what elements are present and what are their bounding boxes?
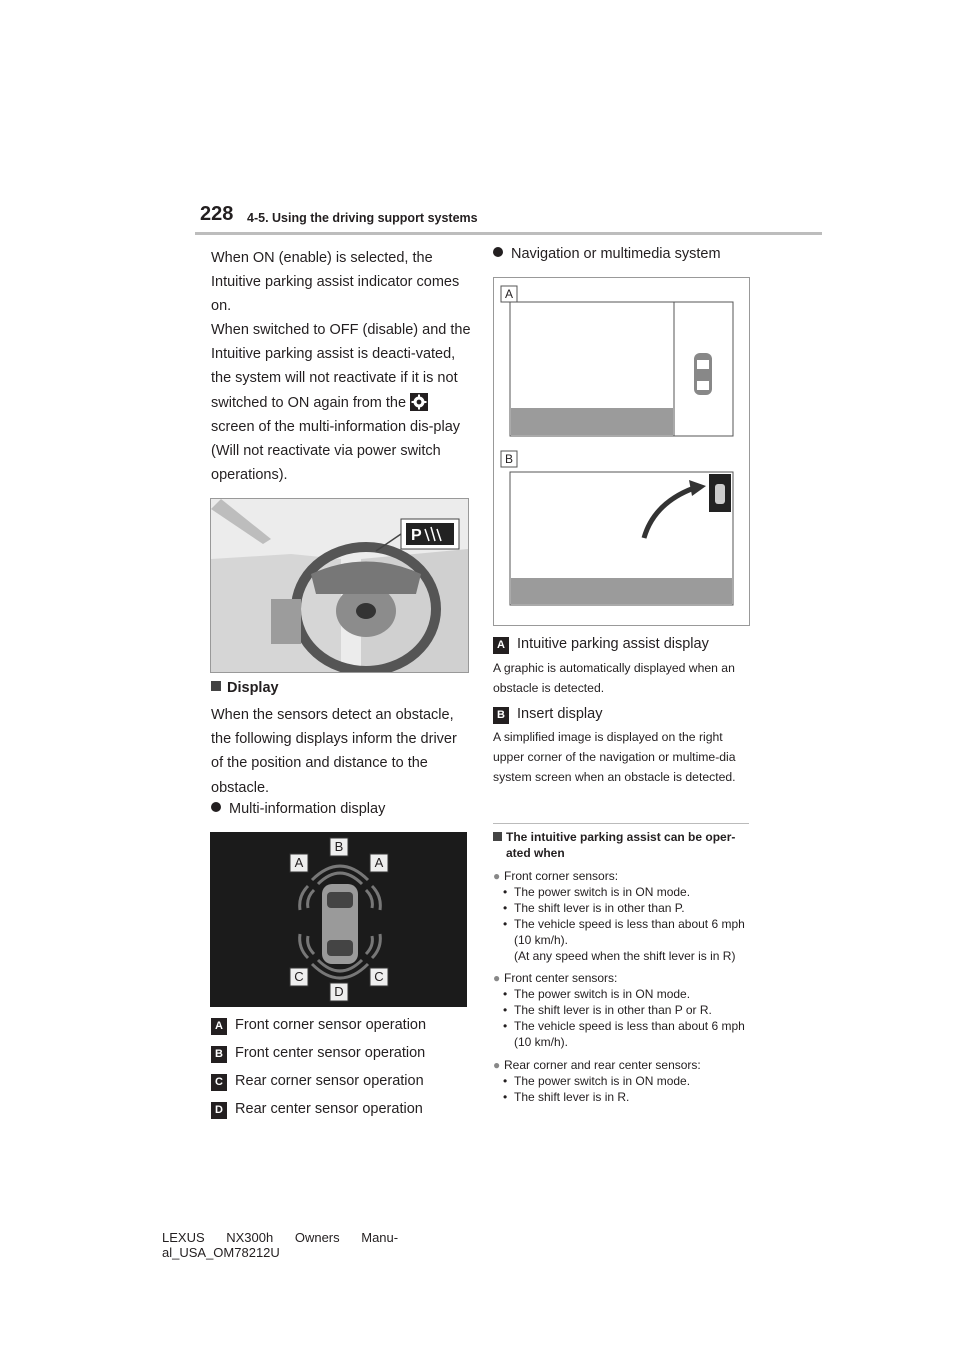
display-heading: Display (211, 676, 471, 700)
dashboard-figure (210, 498, 469, 673)
bullet-icon: ● (493, 971, 501, 985)
label-a-right: A (374, 855, 384, 870)
multi-info-bullet: Multi-information display (211, 797, 471, 821)
note-rear: ● Rear corner and rear center sensors: • The power switch is in ON mode. • The shift lever is in R. (493, 1058, 701, 1104)
footer-line-1: LEXUS NX300h Owners Manu- (162, 1230, 399, 1245)
navigation-figure (493, 277, 750, 626)
bullet-icon: ● (493, 1058, 501, 1072)
nav-bullet: Navigation or multimedia system (493, 242, 753, 266)
note-heading: The intuitive parking assist can be oper-ated when (493, 829, 749, 861)
badge-b: B (493, 707, 509, 724)
legend-item-b: B Front center sensor operation (211, 1041, 471, 1065)
heading-square-icon (211, 681, 221, 691)
item-a-description: A graphic is automatically displayed when an obstacle is detected. (493, 661, 735, 695)
page-number: 228 (200, 203, 234, 225)
bullet-icon: ● (493, 869, 501, 883)
note-rule (493, 823, 749, 824)
badge-c: C (211, 1074, 227, 1091)
intro-p2-text-a: When switched to OFF (disable) and the Intuitive parking assist is deacti-vated, the system will not reactivate if it is not switched to ON again from the (211, 322, 471, 411)
item-b-title: B Insert display (493, 702, 753, 726)
item-a-title: A Intuitive parking assist display (493, 632, 753, 656)
legend-item-a: A Front corner sensor operation (211, 1013, 471, 1037)
section-title: 4-5. Using the driving support systems (247, 211, 478, 225)
svg-text:P: P (411, 527, 422, 544)
note-front-corner: ● Front corner sensors: • The power switch is in ON mode. • The shift lever is in other than P. • The vehicle speed is less than about 6 mph (10 km/h). (At any speed when the shift lever is in R) (493, 869, 745, 963)
badge-d: D (211, 1102, 227, 1119)
label-d: D (334, 984, 344, 999)
badge-a: A (493, 637, 509, 654)
intro-paragraph-1: When ON (enable) is selected, the Intuitive parking assist indicator comes on. (211, 250, 460, 315)
bullet-icon (493, 247, 503, 257)
badge-b: B (211, 1046, 227, 1063)
label-c-right: C (374, 969, 384, 984)
label-b: B (334, 839, 344, 854)
bullet-icon (211, 802, 221, 812)
legend-item-d: D Rear center sensor operation (211, 1097, 471, 1121)
display-description: When the sensors detect an obstacle, the following displays inform the driver of the position and distance to the obstacle. (211, 707, 457, 796)
item-b-description: A simplified image is displayed on the right upper corner of the navigation or multime-dia system screen when an obstacle is detected. (493, 730, 736, 784)
footer (162, 1230, 398, 1260)
note-front-center: ● Front center sensors: • The power switch is in ON mode. • The shift lever is in other than P or R. • The vehicle speed is less than about 6 mph (10 km/h). (493, 971, 745, 1049)
header-rule (195, 232, 822, 235)
multi-info-display-figure (210, 832, 467, 1007)
badge-a: A (211, 1018, 227, 1035)
intro-p2-text-b: screen of the multi-information dis-play (Will not reactivate via power switch operations). (211, 418, 461, 484)
legend-item-c: C Rear corner sensor operation (211, 1069, 471, 1093)
footer-line-2: al_USA_OM78212U (162, 1245, 280, 1260)
intro-paragraph-2 (211, 318, 471, 487)
heading-square-icon (493, 832, 502, 841)
label-a-left: A (294, 855, 304, 870)
label-c-left: C (294, 969, 304, 984)
nav-label-b: B (504, 452, 513, 466)
nav-label-a: A (504, 287, 513, 301)
gear-icon (410, 393, 428, 411)
